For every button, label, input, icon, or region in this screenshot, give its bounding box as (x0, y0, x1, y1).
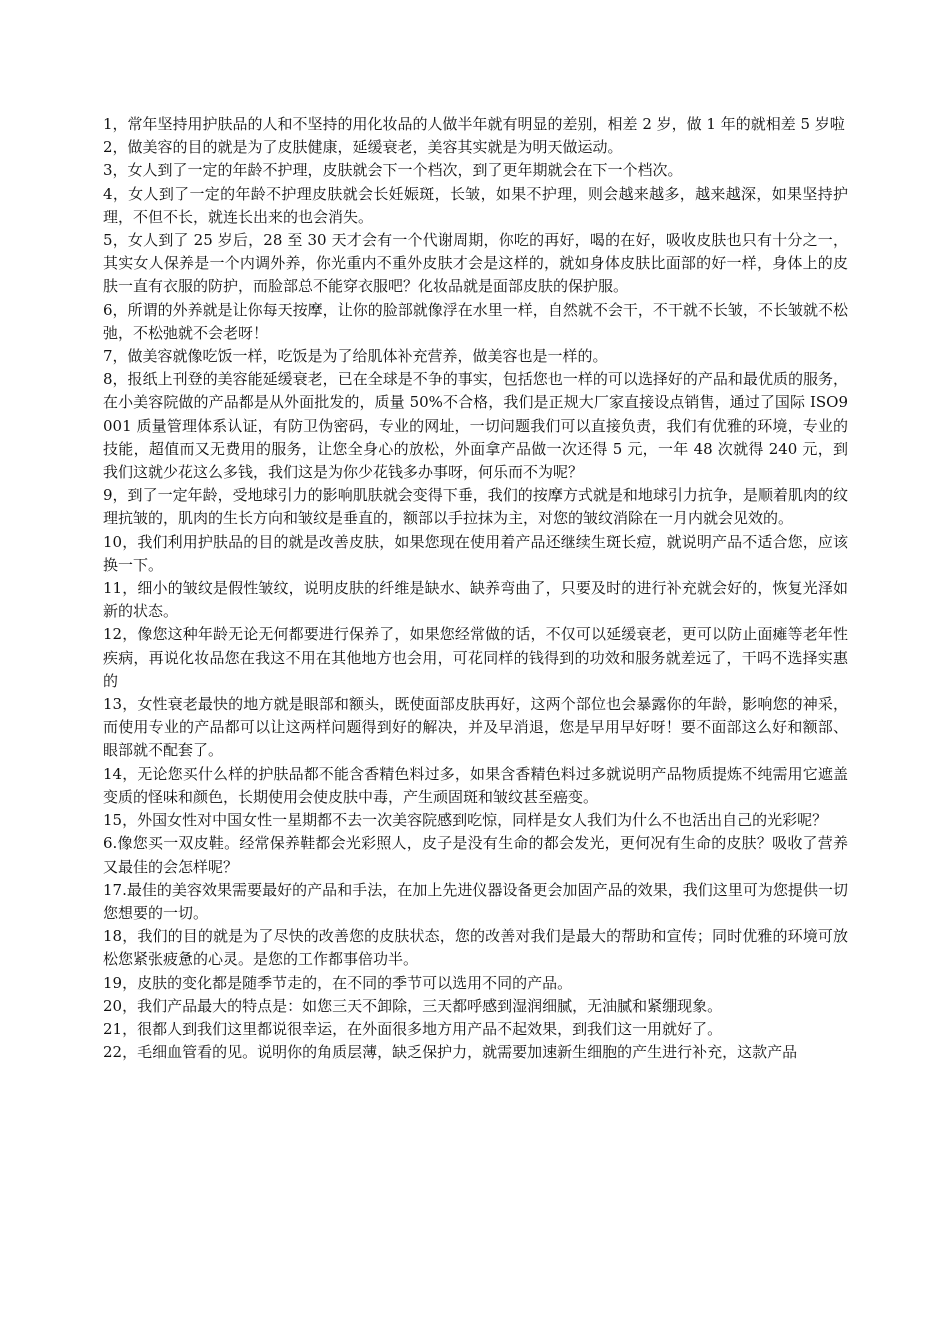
paragraph-2: 2，做美容的目的就是为了皮肤健康，延缓衰老，美容其实就是为明天做运动。 (103, 138, 623, 157)
paragraph-16: 6.像您买一双皮鞋。经常保养鞋都会光彩照人，皮子是没有生命的都会发光，更何况有生命的皮肤？吸收了营养又最佳的会怎样呢？ (103, 834, 848, 876)
paragraph-21: 21，很都人到我们这里都说很幸运，在外面很多地方用产品不起效果，到我们这一用就好了。 (103, 1019, 723, 1038)
paragraph-19: 19，皮肤的变化都是随季节走的，在不同的季节可以选用不同的产品。 (103, 973, 573, 992)
paragraph-13: 13，女性衰老最快的地方就是眼部和额头，既使面部皮肤再好，这两个部位也会暴露你的年龄，影响您的神采，而使用专业的产品都可以让这两样问题得到好的解决，并及早消退，您是早用早好呀！要不面部这么好和额部、眼部就不配套了。 (103, 695, 848, 760)
paragraph-15: 15，外国女性对中国女性一星期都不去一次美容院感到吃惊，同样是女人我们为什么不也活出自己的光彩呢？ (103, 811, 828, 830)
paragraph-7: 7，做美容就像吃饭一样，吃饭是为了给肌体补充营养，做美容也是一样的。 (103, 347, 608, 366)
paragraph-22: 22，毛细血管看的见。说明你的角质层薄，缺乏保护力，就需要加速新生细胞的产生进行补充，这款产品 (103, 1043, 798, 1062)
paragraph-12: 12，像您这种年龄无论无何都要进行保养了，如果您经常做的话，不仅可以延缓衰老，更可以防止面瘫等老年性疾病，再说化妆品您在我这不用在其他地方也会用，可花同样的钱得到的功效和服务就差远了，干吗不选择实惠的 (103, 625, 848, 690)
paragraph-14: 14，无论您买什么样的护肤品都不能含香精色料过多，如果含香精色料过多就说明产品物质提炼不纯需用它遮盖变质的怪味和颜色，长期使用会使皮肤中毒，产生顽固斑和皱纹甚至癌变。 (103, 764, 848, 806)
paragraph-3: 3，女人到了一定的年龄不护理，皮肤就会下一个档次，到了更年期就会在下一个档次。 (103, 161, 683, 180)
paragraph-17: 17.最佳的美容效果需要最好的产品和手法，在加上先进仪器设备更会加固产品的效果，我们这里可为您提供一切您想要的一切。 (103, 880, 848, 922)
paragraph-8: 8，报纸上刊登的美容能延缓衰老，已在全球是不争的事实，包括您也一样的可以选择好的产品和最优质的服务，在小美容院做的产品都是从外面批发的，质量 50%不合格，我们是正规大厂家直接设点销售，通过了国际 ISO9001 质量管理体系认证，有防卫伪密码，专业的网址，一切问题我们可以直接负责，我们有优雅的环境，专业的技能，超值而又无费用的服务，让您全身心的放松，外面拿产品做一次还得 5 元，一年 48 次就得 240 元，到我们这就少花这么多钱，我们这是为你少花钱多办事呀，何乐而不为呢？ (103, 370, 848, 482)
paragraph-1: 1，常年坚持用护肤品的人和不坚持的用化妆品的人做半年就有明显的差别，相差 2 岁，做 1 年的就相差 5 岁啦 (103, 115, 845, 133)
paragraph-5: 5，女人到了 25 岁后，28 至 30 天才会有一个代谢周期，你吃的再好，喝的在好，吸收皮肤也只有十分之一，其实女人保养是一个内调外养，你光重内不重外皮肤才会是这样的，就如身体皮肤比面部的好一样，身体上的皮肤一直有衣服的防护，而脸部总不能穿衣服吧？化妆品就是面部皮肤的保护服。 (103, 231, 848, 296)
paragraph-18: 18，我们的目的就是为了尽快的改善您的皮肤状态，您的改善对我们是最大的帮助和宣传；同时优雅的环境可放松您紧张疲惫的心灵。是您的工作都事倍功半。 (103, 927, 848, 969)
paragraph-10: 10，我们利用护肤品的目的就是改善皮肤，如果您现在使用着产品还继续生斑长痘，就说明产品不适合您，应该换一下。 (103, 532, 848, 574)
paragraph-6: 6，所谓的外养就是让你每天按摩，让你的脸部就像浮在水里一样，自然就不会干，不干就不长皱，不长皱就不松弛，不松弛就不会老呀！ (103, 300, 848, 342)
document-page (103, 113, 848, 1064)
paragraph-4: 4，女人到了一定的年龄不护理皮肤就会长妊娠斑，长皱，如果不护理，则会越来越多，越来越深，如果坚持护理，不但不长，就连长出来的也会消失。 (103, 184, 848, 226)
paragraph-11: 11，细小的皱纹是假性皱纹，说明皮肤的纤维是缺水、缺养弯曲了，只要及时的进行补充就会好的，恢复光泽如新的状态。 (103, 579, 848, 621)
paragraph-20: 20，我们产品最大的特点是：如您三天不卸除，三天都呼感到湿润细腻，无油腻和紧绷现象。 (103, 996, 723, 1015)
paragraph-9: 9，到了一定年龄，受地球引力的影响肌肤就会变得下垂，我们的按摩方式就是和地球引力抗争，是顺着肌肉的纹理抗皱的，肌肉的生长方向和皱纹是垂直的，额部以手拉抹为主，对您的皱纹消除在一月内就会见效的。 (103, 486, 848, 528)
